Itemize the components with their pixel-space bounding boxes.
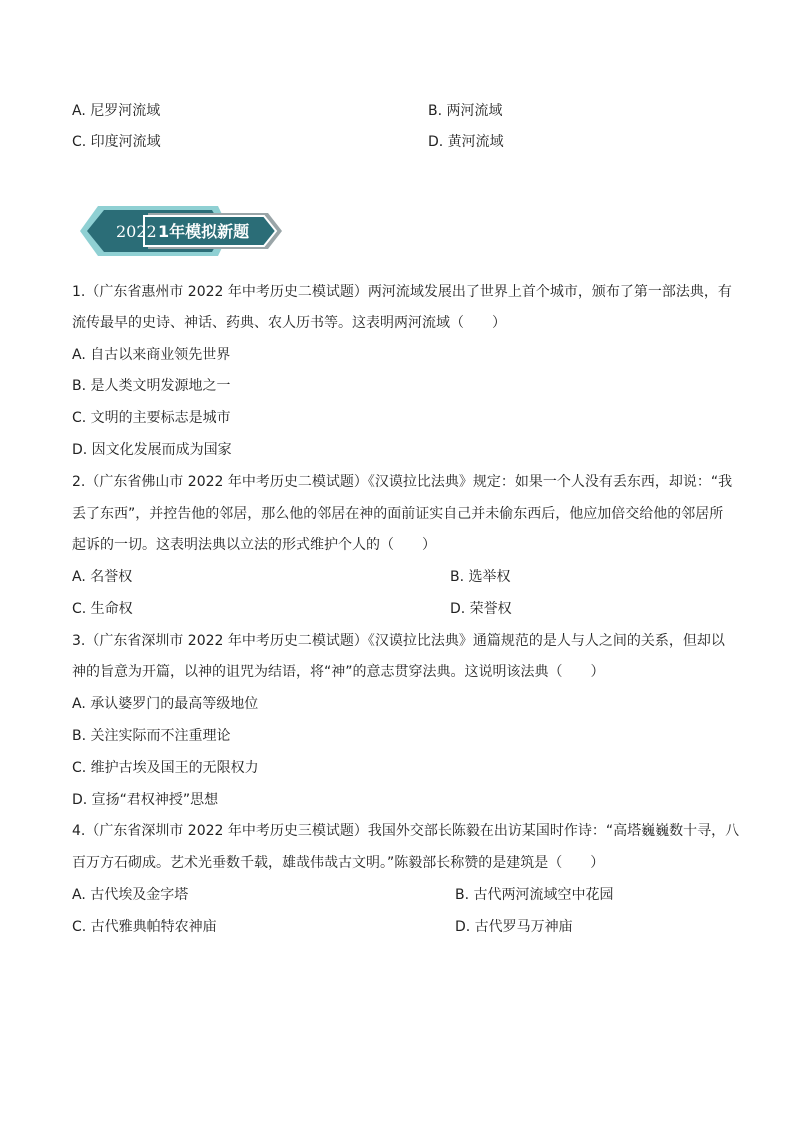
banner-year: 2022 (116, 222, 157, 241)
question-1-line-1: 1.（广东省惠州市 2022 年中考历史二模试题）两河流域发展出了世界上首个城市，颁布了第一部法典，有 (72, 284, 732, 300)
question-2-line-3: 起诉的一切。这表明法典以立法的形式维护个人的（ ） (72, 537, 436, 553)
section-banner (78, 204, 284, 258)
question-1-line-2: 流传最早的史诗、神话、药典、农人历书等。这表明两河流域（ ） (72, 315, 506, 331)
question-2-line-2: 丢了东西”，并控告他的邻居，那么他的邻居在神的面前证实自己并未偷东西后，他应加倍交给他的邻居所 (72, 506, 724, 522)
question-4-option-d: D. 古代罗马万神庙 (455, 919, 573, 935)
option-a: A. 尼罗河流域 (72, 103, 161, 119)
question-2-option-d: D. 荣誉权 (450, 601, 512, 617)
question-4-option-b: B. 古代两河流域空中花园 (455, 887, 614, 903)
option-b: B. 两河流域 (428, 103, 503, 119)
question-1-option-a: A. 自古以来商业领先世界 (72, 347, 231, 363)
question-4-line-1: 4.（广东省深圳市 2022 年中考历史三模试题）我国外交部长陈毅在出访某国时作诗：“高塔巍巍数十寻，八 (72, 823, 740, 839)
question-2-option-b: B. 选举权 (450, 569, 511, 585)
question-1-option-d: D. 因文化发展而成为国家 (72, 442, 232, 458)
option-row (72, 101, 732, 121)
question-3-option-a: A. 承认婆罗门的最高等级地位 (72, 696, 259, 712)
question-1-option-c: C. 文明的主要标志是城市 (72, 410, 231, 426)
question-2-line-1: 2.（广东省佛山市 2022 年中考历史二模试题）《汉谟拉比法典》规定：如果一个人没有丢东西，却说：“我 (72, 474, 733, 490)
question-2-option-c: C. 生命权 (72, 601, 133, 617)
question-3-option-b: B. 关注实际而不注重理论 (72, 728, 231, 744)
question-3-option-d: D. 宣扬“君权神授”思想 (72, 792, 219, 808)
question-2-option-a: A. 名誉权 (72, 569, 133, 585)
option-row (72, 599, 732, 619)
option-d: D. 黄河流域 (428, 134, 504, 150)
banner-label: 1年模拟新题 (158, 222, 250, 241)
question-1-option-b: B. 是人类文明发源地之一 (72, 378, 231, 394)
question-3-option-c: C. 维护古埃及国王的无限权力 (72, 760, 259, 776)
question-4-option-c: C. 古代雅典帕特农神庙 (72, 919, 217, 935)
option-row (72, 917, 732, 937)
option-row (72, 132, 732, 152)
question-3-line-2: 神的旨意为开篇，以神的诅咒为结语，将“神”的意志贯穿法典。这说明该法典（ ） (72, 664, 605, 680)
question-3-line-1: 3.（广东省深圳市 2022 年中考历史二模试题）《汉谟拉比法典》通篇规范的是人与人之间的关系，但却以 (72, 633, 725, 649)
question-4-line-2: 百万方石砌成。艺术光垂数千载，雄哉伟哉古文明。”陈毅部长称赞的是建筑是（ ） (72, 855, 605, 871)
option-row (72, 885, 732, 905)
question-4-option-a: A. 古代埃及金字塔 (72, 887, 189, 903)
option-c: C. 印度河流域 (72, 134, 161, 150)
option-row (72, 567, 732, 587)
